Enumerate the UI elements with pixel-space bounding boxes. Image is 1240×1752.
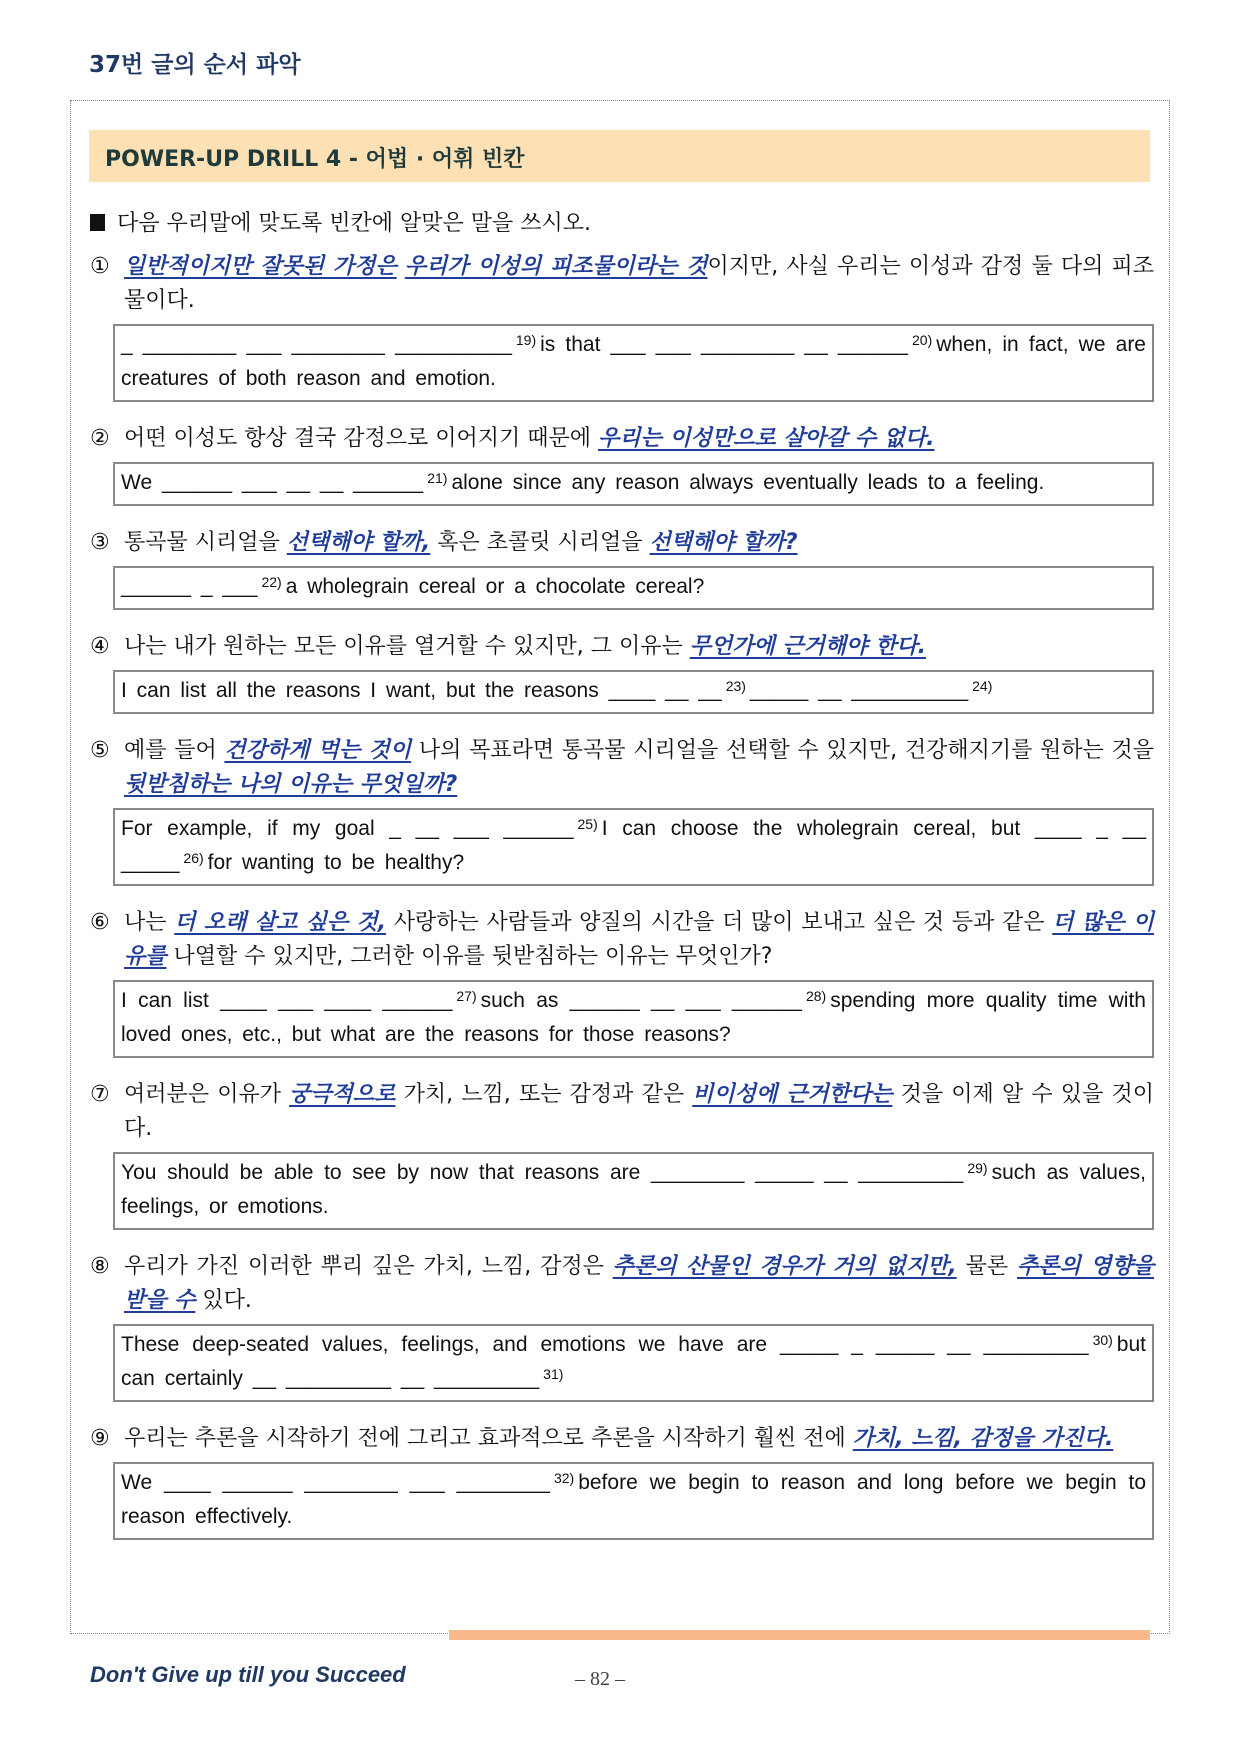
emphasized-phrase: 비이성에 근거한다는 [692,1082,893,1107]
emphasized-phrase: 우리가 이성의 피조물이라는 것 [404,254,708,279]
emphasized-phrase: 선택해야 할까, [286,530,431,555]
korean-sentence [90,906,1154,974]
english-text: ______ _ ___ [121,575,258,598]
answer-box [113,462,1154,506]
english-text: _ ________ ___ ________ __________ [121,333,512,356]
english-text: before we begin to reason and long before we begin to reason effectively. [121,1471,1146,1528]
sentence-text [397,254,405,279]
answer-box [113,324,1154,402]
sentence-text: 나는 [124,910,175,935]
answer-box [113,1152,1154,1230]
item-number: ② [90,426,110,451]
answer-box [113,670,1154,714]
item-number: ⑧ [90,1254,110,1279]
sentence-text: 혹은 초콜릿 시리얼을 [430,530,650,555]
emphasized-phrase: 뒷받침하는 나의 이유는 무엇일까? [124,772,458,797]
emphasized-phrase: 추론의 영향을 받을 수 [124,1254,1154,1313]
korean-sentence [90,250,1154,318]
instruction [90,206,591,237]
english-text: You should be able to see by now that reasons are ________ _____ __ _________ [121,1161,964,1184]
item-number: ③ [90,530,110,555]
page-title: 37번 글의 순서 파악 [89,52,301,78]
blank-number: 31) [543,1366,564,1382]
english-text: a wholegrain cereal or a chocolate cereal? [285,575,705,598]
sentence-text: 가치, 느낌, 또는 감정과 같은 [395,1082,693,1107]
blank-number: 26) [183,850,204,866]
item-number: ⑥ [90,910,110,935]
sentence-text: 우리는 추론을 시작하기 전에 그리고 효과적으로 추론을 시작하기 훨씬 전에 [124,1426,853,1451]
english-text: We ______ ___ __ __ ______ [121,471,424,494]
exercise-item [90,526,1154,610]
sentence-text: 나열할 수 있지만, 그러한 이유를 뒷받침하는 이유는 무엇인가? [166,944,773,969]
answer-box [113,808,1154,886]
blank-number: 22) [261,574,282,590]
english-text: is that ___ ___ ________ __ ______ [540,333,908,356]
blank-number: 29) [967,1160,988,1176]
sentence-text: 이지만, 사실 우리는 이성과 감정 둘 다의 피조물이다. [124,254,1154,313]
exercise-item [90,734,1154,886]
english-text: for wanting to be healthy? [207,851,465,874]
korean-sentence [90,1422,1154,1456]
emphasized-phrase: 선택해야 할까? [649,530,798,555]
korean-sentence [90,422,1154,456]
emphasized-phrase: 무언가에 근거해야 한다. [689,634,926,659]
korean-sentence [90,1250,1154,1318]
emphasized-phrase: 일반적이지만 잘못된 가정은 [124,254,397,279]
sentence-text: 나는 내가 원하는 모든 이유를 열거할 수 있지만, 그 이유는 [124,634,690,659]
answer-box [113,1324,1154,1402]
emphasized-phrase: 더 오래 살고 싶은 것, [174,910,387,935]
exercise-item [90,630,1154,714]
drill-header [89,130,1150,182]
english-text: when, in fact, we are creatures of both reason and emotion. [121,333,1146,390]
korean-sentence [90,734,1154,802]
drill-title: POWER-UP DRILL 4 - 어법 · 어휘 빈칸 [105,147,525,172]
exercise-item [90,422,1154,506]
answer-box [113,980,1154,1058]
exercise-item [90,250,1154,402]
blank-number: 28) [805,988,827,1004]
english-text: We ____ ______ ________ ___ ________ [121,1471,550,1494]
sentence-text: 있다. [195,1288,252,1313]
sentence-text: 어떤 이성도 항상 결국 감정으로 이어지기 때문에 [124,426,598,451]
korean-sentence [90,1078,1154,1146]
answer-box [113,1462,1154,1540]
english-text: but can certainly __ _________ __ _________ [121,1333,1146,1390]
blank-number: 21) [427,470,448,486]
exercise-item [90,1250,1154,1402]
english-text: _____ __ __________ [749,679,969,702]
blank-number: 24) [972,678,993,694]
english-text: spending more quality time with loved ones, etc., but what are the reasons for those reasons? [121,989,1146,1046]
item-number: ⑤ [90,738,110,763]
emphasized-phrase: 건강하게 먹는 것이 [224,738,412,763]
exercise-item [90,1078,1154,1230]
english-text: For example, if my goal _ __ ___ ______ [121,817,574,840]
sentence-text: 사랑하는 사람들과 양질의 시간을 더 많이 보내고 싶은 것 등과 같은 [386,910,1053,935]
item-number: ⑦ [90,1082,110,1107]
blank-number: 25) [577,816,598,832]
sentence-text: 여러분은 이유가 [124,1082,290,1107]
exercise-item [90,906,1154,1058]
answer-box [113,566,1154,610]
item-number: ① [90,254,110,279]
english-text: such as values, feelings, or emotions. [121,1161,1146,1218]
emphasized-phrase: 궁극적으로 [289,1082,396,1107]
sentence-text: 나의 목표라면 통곡물 시리얼을 선택할 수 있지만, 건강해지기를 원하는 것을 [411,738,1155,763]
sentence-text: 예를 들어 [124,738,225,763]
english-text: These deep-seated values, feelings, and emotions we have are _____ _ _____ __ _________ [121,1333,1089,1356]
exercise-item [90,1422,1154,1540]
english-text: I can list ____ ___ ____ ______ [121,989,453,1012]
emphasized-phrase: 더 많은 이유를 [124,910,1155,969]
footer-bar [449,1630,1150,1640]
square-bullet-icon [90,214,105,231]
instruction-text: 다음 우리말에 맞도록 빈칸에 알맞은 말을 쓰시오. [117,211,591,236]
exercise-list [90,250,1154,1560]
english-text: such as ______ __ ___ ______ [480,989,802,1012]
emphasized-phrase: 가치, 느낌, 감정을 가진다. [852,1426,1114,1451]
blank-number: 20) [912,332,933,348]
english-text: I can choose the wholegrain cereal, but ____ _ __ _____ [121,817,1147,874]
sentence-text: 통곡물 시리얼을 [124,530,287,555]
english-text: alone since any reason always eventually leads to a feeling. [451,471,1045,494]
blank-number: 23) [725,678,746,694]
sentence-text: 물론 [956,1254,1017,1279]
blank-number: 19) [515,332,537,348]
blank-number: 32) [553,1470,575,1486]
emphasized-phrase: 추론의 산물인 경우가 거의 없지만, [612,1254,957,1279]
korean-sentence [90,630,1154,664]
sentence-text: 것을 이제 알 수 있을 것이다. [124,1082,1155,1141]
item-number: ⑨ [90,1426,110,1451]
emphasized-phrase: 우리는 이성만으로 살아갈 수 없다. [598,426,935,451]
korean-sentence [90,526,1154,560]
blank-number: 30) [1092,1332,1113,1348]
item-number: ④ [90,634,110,659]
page-number: – 82 – [575,1668,625,1690]
blank-number: 27) [456,988,477,1004]
english-text: I can list all the reasons I want, but the reasons ____ __ __ [121,679,722,702]
sentence-text: 우리가 가진 이러한 뿌리 깊은 가치, 느낌, 감정은 [124,1254,613,1279]
footer-slogan: Don't Give up till you Succeed [90,1662,406,1687]
